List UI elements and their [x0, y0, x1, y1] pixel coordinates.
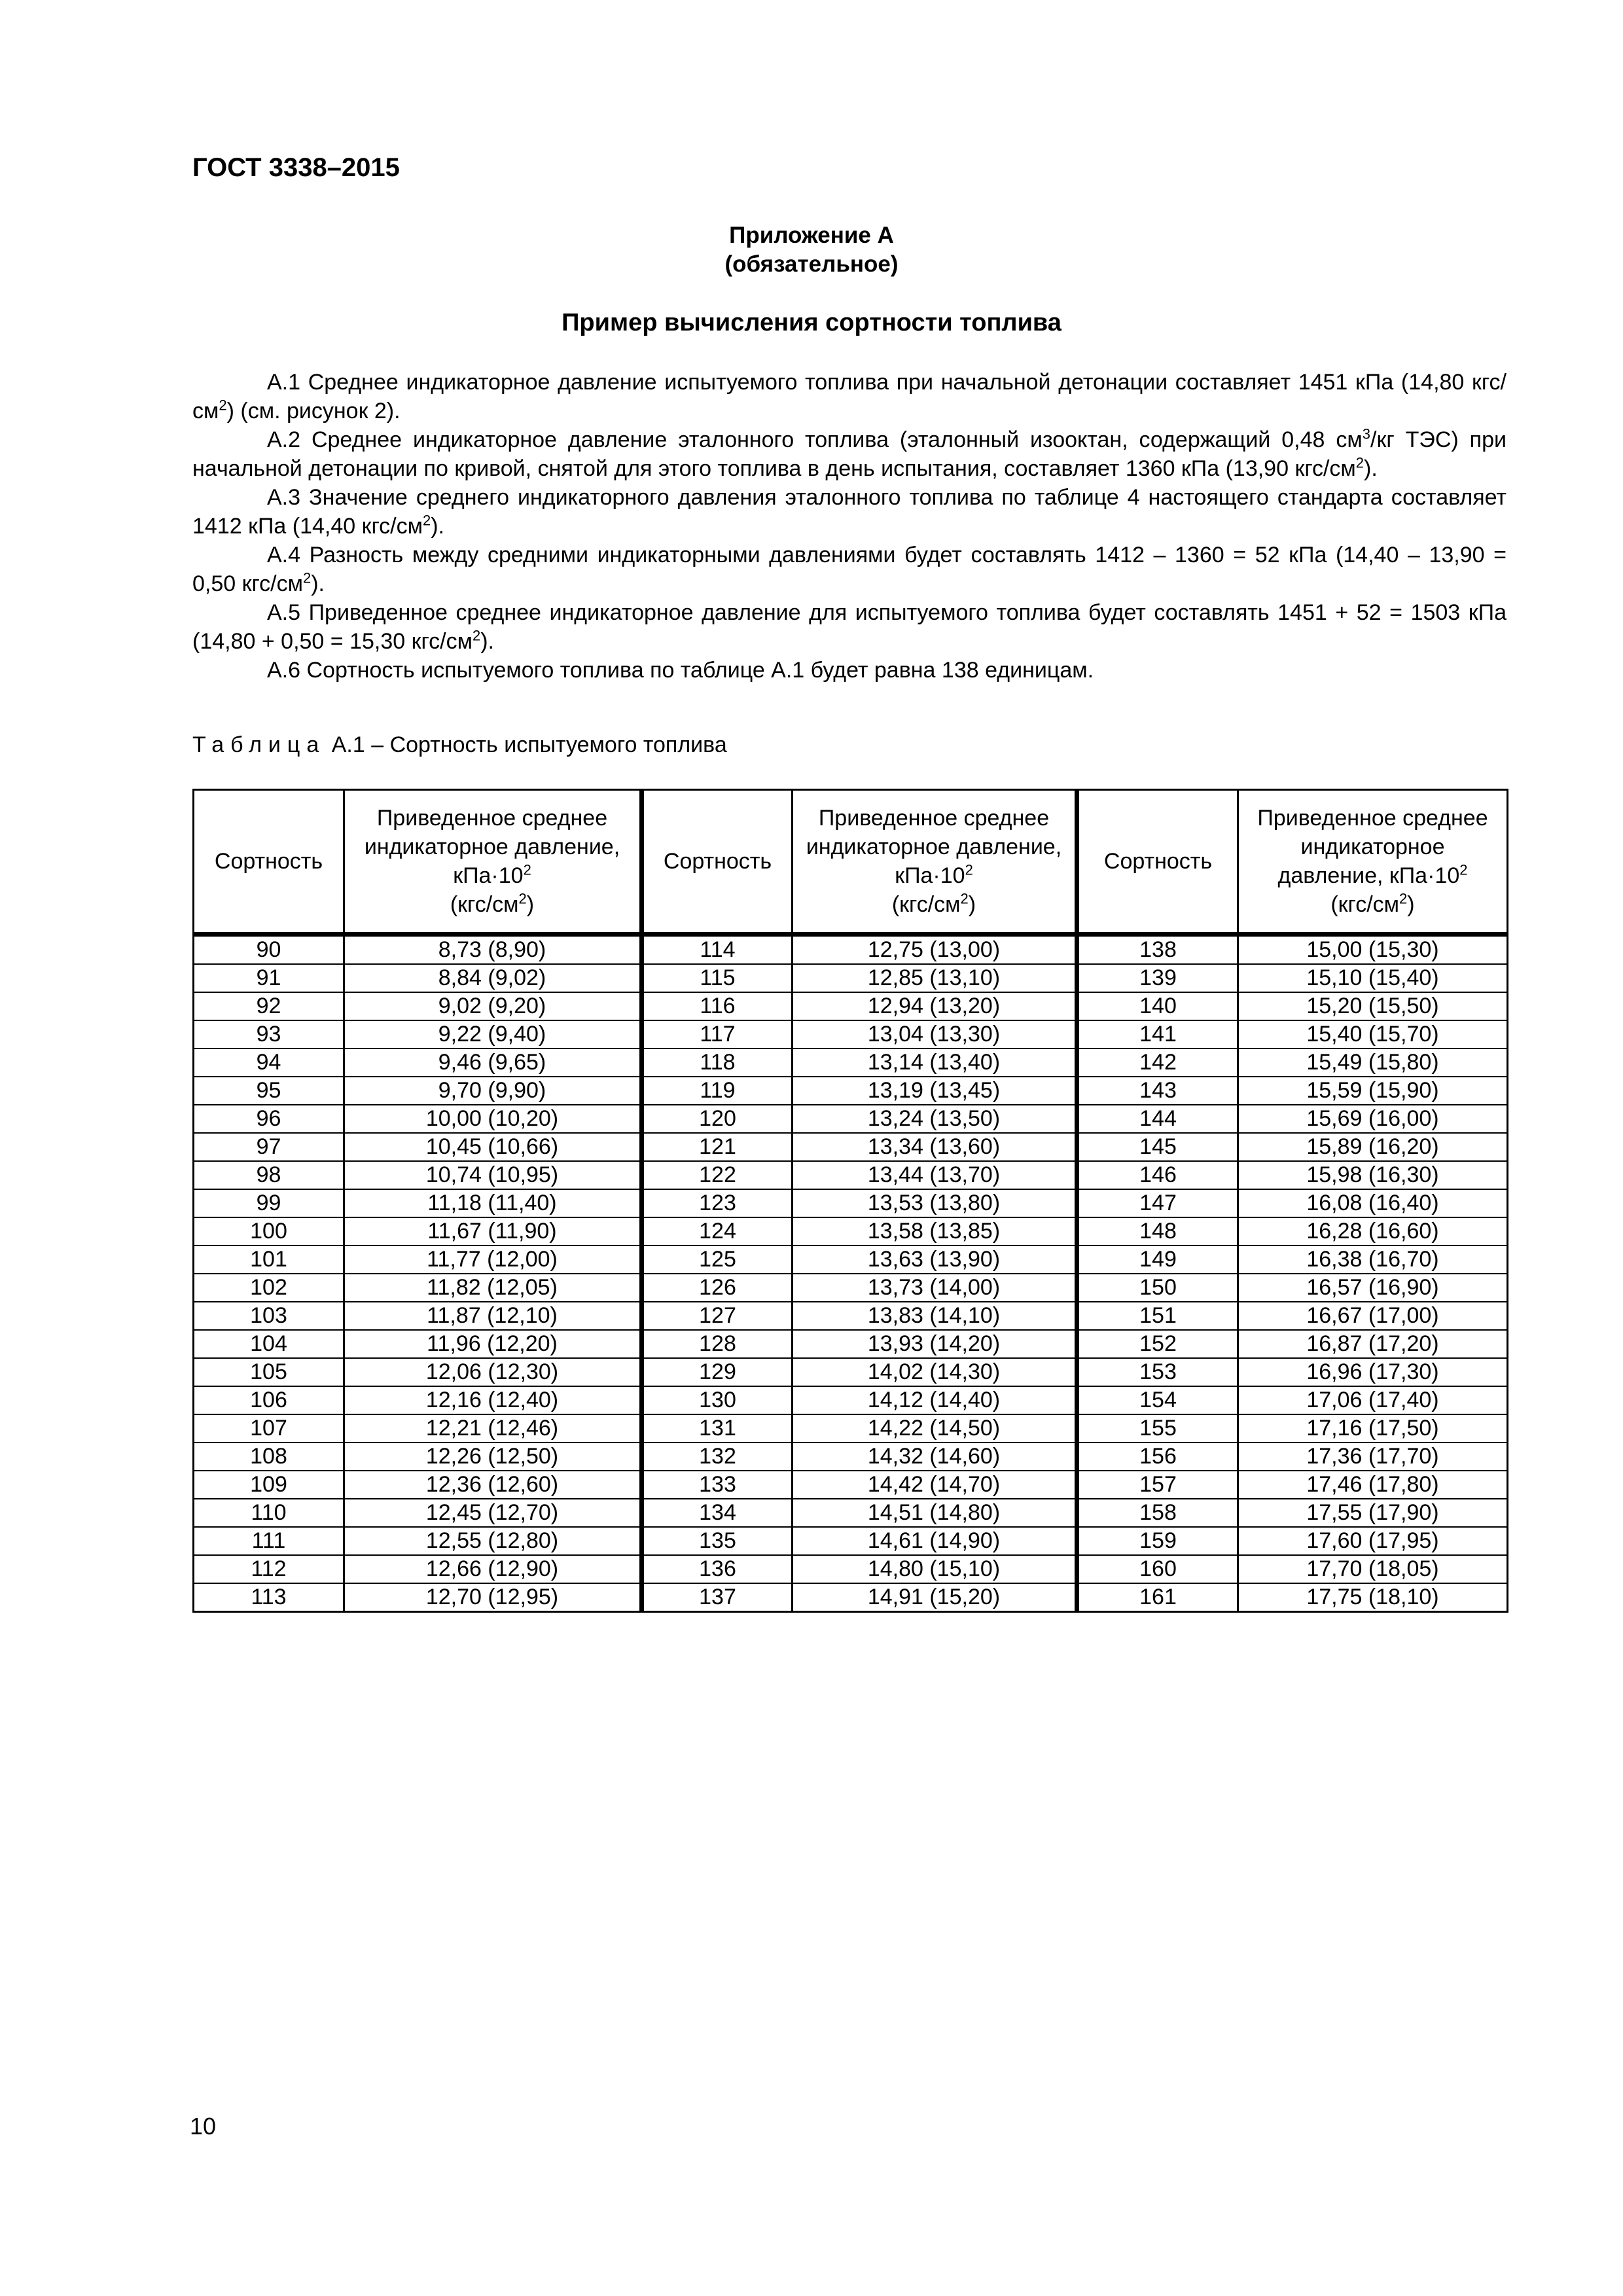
- pressure-cell: 13,53 (13,80): [793, 1189, 1077, 1217]
- pressure-cell: 16,38 (16,70): [1238, 1246, 1508, 1274]
- pressure-cell: 17,55 (17,90): [1238, 1499, 1508, 1527]
- table-caption: [192, 730, 727, 759]
- grade-cell: 103: [194, 1302, 344, 1330]
- table-row: [194, 1471, 1508, 1499]
- grade-cell: 127: [642, 1302, 793, 1330]
- table-row: [194, 964, 1508, 992]
- grade-cell: 114: [642, 935, 793, 965]
- grade-cell: 142: [1077, 1049, 1238, 1077]
- header-pressure-2: Приведенное среднее индикаторное давление, $кПа\cdot 10^2$ $(кгс/см^2)$: [793, 790, 1077, 935]
- grade-cell: 110: [194, 1499, 344, 1527]
- paragraph-a6: А.6 Сортность испытуемого топлива по таблице А.1 будет равна 138 единицам.: [267, 658, 1094, 683]
- grade-cell: 160: [1077, 1555, 1238, 1583]
- pressure-cell: 13,19 (13,45): [793, 1077, 1077, 1105]
- document-code: ГОСТ 3338–2015: [192, 153, 400, 182]
- pressure-cell: 11,96 (12,20): [344, 1330, 642, 1358]
- grade-cell: 98: [194, 1161, 344, 1189]
- grade-cell: 143: [1077, 1077, 1238, 1105]
- pressure-cell: 14,32 (14,60): [793, 1443, 1077, 1471]
- grade-cell: 154: [1077, 1386, 1238, 1414]
- pressure-cell: 14,91 (15,20): [793, 1583, 1077, 1612]
- table-header-row: [194, 790, 1508, 935]
- pressure-cell: 12,16 (12,40): [344, 1386, 642, 1414]
- grade-cell: 148: [1077, 1217, 1238, 1246]
- grade-cell: 141: [1077, 1020, 1238, 1049]
- pressure-cell: 13,14 (13,40): [793, 1049, 1077, 1077]
- grade-cell: 129: [642, 1358, 793, 1386]
- pressure-cell: 15,49 (15,80): [1238, 1049, 1508, 1077]
- pressure-cell: 11,87 (12,10): [344, 1302, 642, 1330]
- grade-cell: 109: [194, 1471, 344, 1499]
- grade-cell: 123: [642, 1189, 793, 1217]
- table-row: [194, 1133, 1508, 1161]
- header-grade-1: Сортность: [194, 790, 344, 935]
- grade-cell: 153: [1077, 1358, 1238, 1386]
- pressure-cell: 17,60 (17,95): [1238, 1527, 1508, 1555]
- pressure-cell: 13,73 (14,00): [793, 1274, 1077, 1302]
- pressure-cell: 15,00 (15,30): [1238, 935, 1508, 965]
- pressure-cell: 10,74 (10,95): [344, 1161, 642, 1189]
- grade-cell: 107: [194, 1414, 344, 1443]
- grade-cell: 119: [642, 1077, 793, 1105]
- paragraph-a2: А.2 Среднее индикаторное давление эталонного топлива (эталонный изооктан, содержащий 0,48 $см^3/кг$ ТЭС) при начальной детонации по кривой, снятой для этого топлива в день испытания, составляет 1360 кПа (13,90 кгс/$см^2$).: [192, 425, 1507, 481]
- table-row: [194, 1583, 1508, 1612]
- pressure-cell: 17,70 (18,05): [1238, 1555, 1508, 1583]
- table-row: [194, 1189, 1508, 1217]
- pressure-cell: 12,70 (12,95): [344, 1583, 642, 1612]
- pressure-cell: 15,40 (15,70): [1238, 1020, 1508, 1049]
- grade-cell: 156: [1077, 1443, 1238, 1471]
- grade-cell: 159: [1077, 1527, 1238, 1555]
- grade-cell: 120: [642, 1105, 793, 1133]
- pressure-cell: 9,46 (9,65): [344, 1049, 642, 1077]
- table-row: [194, 1049, 1508, 1077]
- grade-cell: 93: [194, 1020, 344, 1049]
- grade-cell: 130: [642, 1386, 793, 1414]
- pressure-cell: 12,36 (12,60): [344, 1471, 642, 1499]
- table-row: [194, 1527, 1508, 1555]
- grade-cell: 149: [1077, 1246, 1238, 1274]
- grade-cell: 115: [642, 964, 793, 992]
- grade-cell: 124: [642, 1217, 793, 1246]
- grade-cell: 125: [642, 1246, 793, 1274]
- pressure-cell: 14,51 (14,80): [793, 1499, 1077, 1527]
- table-caption-label: Таблица: [192, 732, 326, 757]
- paragraph-a5: А.5 Приведенное среднее индикаторное давление для испытуемого топлива будет составлять 1451 + 52 = 1503 кПа (14,80 + 0,50 = 15,30 кгс/$см^2$).: [192, 600, 1507, 654]
- pressure-cell: 15,69 (16,00): [1238, 1105, 1508, 1133]
- pressure-cell: 12,75 (13,00): [793, 935, 1077, 965]
- grade-cell: 145: [1077, 1133, 1238, 1161]
- pressure-cell: 17,46 (17,80): [1238, 1471, 1508, 1499]
- grade-cell: 136: [642, 1555, 793, 1583]
- table-row: [194, 1499, 1508, 1527]
- grade-cell: 113: [194, 1583, 344, 1612]
- grade-cell: 112: [194, 1555, 344, 1583]
- table-row: [194, 1443, 1508, 1471]
- pressure-cell: 9,22 (9,40): [344, 1020, 642, 1049]
- pressure-cell: 15,20 (15,50): [1238, 992, 1508, 1020]
- pressure-cell: 17,06 (17,40): [1238, 1386, 1508, 1414]
- table-row: [194, 1358, 1508, 1386]
- grade-cell: 96: [194, 1105, 344, 1133]
- pressure-cell: 14,42 (14,70): [793, 1471, 1077, 1499]
- pressure-cell: 12,06 (12,30): [344, 1358, 642, 1386]
- pressure-cell: 16,08 (16,40): [1238, 1189, 1508, 1217]
- table-row: [194, 1302, 1508, 1330]
- pressure-cell: 13,04 (13,30): [793, 1020, 1077, 1049]
- pressure-cell: 12,21 (12,46): [344, 1414, 642, 1443]
- grade-cell: 144: [1077, 1105, 1238, 1133]
- grade-cell: 111: [194, 1527, 344, 1555]
- pressure-cell: 17,36 (17,70): [1238, 1443, 1508, 1471]
- grade-cell: 116: [642, 992, 793, 1020]
- table-row: [194, 1077, 1508, 1105]
- pressure-cell: 12,66 (12,90): [344, 1555, 642, 1583]
- table-row: [194, 1105, 1508, 1133]
- grade-cell: 91: [194, 964, 344, 992]
- section-heading: Пример вычисления сортности топлива: [562, 309, 1061, 336]
- paragraph-a4: А.4 Разность между средними индикаторными давлениями будет составлять 1412 – 1360 = 52 кПа (14,40 – 13,90 = 0,50 кгс/$см^2$).: [192, 543, 1507, 596]
- pressure-cell: 8,73 (8,90): [344, 935, 642, 965]
- pressure-cell: 9,70 (9,90): [344, 1077, 642, 1105]
- annex-title: Приложение А: [729, 223, 894, 248]
- grade-cell: 94: [194, 1049, 344, 1077]
- pressure-cell: 12,85 (13,10): [793, 964, 1077, 992]
- header-pressure-1: Приведенное среднее индикаторное давление, $кПа\cdot 10^2$ $(кгс/см^2)$: [344, 790, 642, 935]
- grade-table: [192, 789, 1508, 1613]
- header-grade-2: Сортность: [642, 790, 793, 935]
- pressure-cell: 15,59 (15,90): [1238, 1077, 1508, 1105]
- pressure-cell: 11,67 (11,90): [344, 1217, 642, 1246]
- grade-cell: 157: [1077, 1471, 1238, 1499]
- grade-cell: 152: [1077, 1330, 1238, 1358]
- grade-cell: 155: [1077, 1414, 1238, 1443]
- table-row: [194, 1330, 1508, 1358]
- pressure-cell: 13,24 (13,50): [793, 1105, 1077, 1133]
- pressure-cell: 14,61 (14,90): [793, 1527, 1077, 1555]
- pressure-cell: 14,12 (14,40): [793, 1386, 1077, 1414]
- pressure-cell: 16,57 (16,90): [1238, 1274, 1508, 1302]
- paragraph-a3: А.3 Значение среднего индикаторного давления эталонного топлива по таблице 4 настоящего стандарта составляет 1412 кПа (14,40 кгс/$см^2$).: [192, 485, 1507, 539]
- table-row: [194, 1274, 1508, 1302]
- table-row: [194, 1386, 1508, 1414]
- pressure-cell: 13,63 (13,90): [793, 1246, 1077, 1274]
- grade-cell: 135: [642, 1527, 793, 1555]
- table-row: [194, 935, 1508, 965]
- body-text: [192, 368, 1507, 685]
- grade-cell: 101: [194, 1246, 344, 1274]
- annex-subtitle: (обязательное): [724, 251, 899, 277]
- grade-cell: 95: [194, 1077, 344, 1105]
- pressure-cell: 12,26 (12,50): [344, 1443, 642, 1471]
- pressure-cell: 11,82 (12,05): [344, 1274, 642, 1302]
- grade-cell: 150: [1077, 1274, 1238, 1302]
- table-row: [194, 1414, 1508, 1443]
- pressure-cell: 9,02 (9,20): [344, 992, 642, 1020]
- pressure-cell: 16,96 (17,30): [1238, 1358, 1508, 1386]
- grade-cell: 132: [642, 1443, 793, 1471]
- pressure-cell: 13,83 (14,10): [793, 1302, 1077, 1330]
- header-grade-3: Сортность: [1077, 790, 1238, 935]
- pressure-cell: 14,22 (14,50): [793, 1414, 1077, 1443]
- pressure-cell: 14,80 (15,10): [793, 1555, 1077, 1583]
- grade-cell: 131: [642, 1414, 793, 1443]
- grade-cell: 90: [194, 935, 344, 965]
- pressure-cell: 16,87 (17,20): [1238, 1330, 1508, 1358]
- grade-cell: 158: [1077, 1499, 1238, 1527]
- table-body: [194, 935, 1508, 1612]
- grade-cell: 117: [642, 1020, 793, 1049]
- grade-cell: 134: [642, 1499, 793, 1527]
- pressure-cell: 13,58 (13,85): [793, 1217, 1077, 1246]
- pressure-cell: 14,02 (14,30): [793, 1358, 1077, 1386]
- table-caption-text: А.1 – Сортность испытуемого топлива: [325, 732, 727, 757]
- pressure-cell: 17,16 (17,50): [1238, 1414, 1508, 1443]
- grade-cell: 139: [1077, 964, 1238, 992]
- table-row: [194, 992, 1508, 1020]
- pressure-cell: 15,98 (16,30): [1238, 1161, 1508, 1189]
- grade-cell: 140: [1077, 992, 1238, 1020]
- pressure-cell: 11,77 (12,00): [344, 1246, 642, 1274]
- pressure-cell: 17,75 (18,10): [1238, 1583, 1508, 1612]
- grade-cell: 105: [194, 1358, 344, 1386]
- grade-cell: 147: [1077, 1189, 1238, 1217]
- grade-cell: 92: [194, 992, 344, 1020]
- grade-cell: 99: [194, 1189, 344, 1217]
- pressure-cell: 12,45 (12,70): [344, 1499, 642, 1527]
- grade-cell: 97: [194, 1133, 344, 1161]
- pressure-cell: 12,94 (13,20): [793, 992, 1077, 1020]
- grade-cell: 126: [642, 1274, 793, 1302]
- grade-cell: 122: [642, 1161, 793, 1189]
- grade-cell: 102: [194, 1274, 344, 1302]
- table-row: [194, 1217, 1508, 1246]
- grade-cell: 146: [1077, 1161, 1238, 1189]
- grade-cell: 133: [642, 1471, 793, 1499]
- grade-cell: 151: [1077, 1302, 1238, 1330]
- table-row: [194, 1020, 1508, 1049]
- grade-cell: 106: [194, 1386, 344, 1414]
- grade-cell: 118: [642, 1049, 793, 1077]
- grade-cell: 128: [642, 1330, 793, 1358]
- table-row: [194, 1246, 1508, 1274]
- grade-cell: 108: [194, 1443, 344, 1471]
- pressure-cell: 10,45 (10,66): [344, 1133, 642, 1161]
- table-row: [194, 1555, 1508, 1583]
- pressure-cell: 16,28 (16,60): [1238, 1217, 1508, 1246]
- pressure-cell: 15,89 (16,20): [1238, 1133, 1508, 1161]
- paragraph-a1: А.1 Среднее индикаторное давление испытуемого топлива при начальной детонации составляет 1451 кПа (14,80 кгс/$см^2$) (см. рисунок 2).: [192, 370, 1507, 423]
- pressure-cell: 13,93 (14,20): [793, 1330, 1077, 1358]
- pressure-cell: 13,44 (13,70): [793, 1161, 1077, 1189]
- header-pressure-3: Приведенное среднее индикаторное давление, $кПа\cdot 10^2$ $(кгс/см^2)$: [1238, 790, 1508, 935]
- grade-cell: 104: [194, 1330, 344, 1358]
- grade-cell: 100: [194, 1217, 344, 1246]
- pressure-cell: 10,00 (10,20): [344, 1105, 642, 1133]
- pressure-cell: 12,55 (12,80): [344, 1527, 642, 1555]
- page-number: 10: [190, 2113, 217, 2140]
- pressure-cell: 13,34 (13,60): [793, 1133, 1077, 1161]
- pressure-cell: 11,18 (11,40): [344, 1189, 642, 1217]
- grade-cell: 137: [642, 1583, 793, 1612]
- grade-cell: 138: [1077, 935, 1238, 965]
- pressure-cell: 15,10 (15,40): [1238, 964, 1508, 992]
- grade-cell: 121: [642, 1133, 793, 1161]
- pressure-cell: 16,67 (17,00): [1238, 1302, 1508, 1330]
- grade-cell: 161: [1077, 1583, 1238, 1612]
- table-row: [194, 1161, 1508, 1189]
- pressure-cell: 8,84 (9,02): [344, 964, 642, 992]
